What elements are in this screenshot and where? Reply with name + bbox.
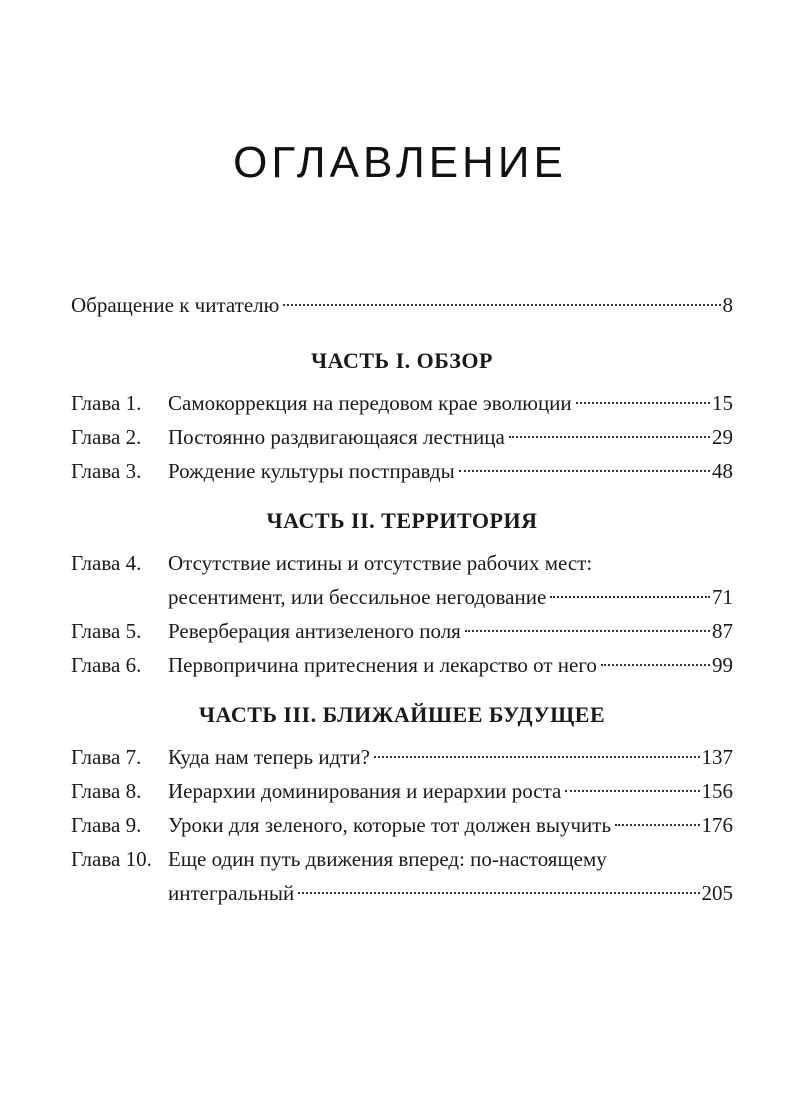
- chapter-title-line: [168, 580, 733, 614]
- chapter-label: Глава 4.: [71, 551, 142, 575]
- chapter-page-number: 15: [712, 391, 733, 415]
- chapter-title-text: Уроки для зеленого, которые тот должен выучить: [168, 813, 612, 837]
- chapter-label: Глава 7.: [71, 745, 142, 769]
- toc-intro-entry: [71, 288, 733, 322]
- toc-intro-page: 8: [722, 293, 733, 317]
- chapter-title-block: [168, 546, 733, 614]
- toc-chapter-entry: [71, 648, 733, 682]
- dot-leader: [615, 824, 699, 826]
- toc-chapter-entry: [71, 454, 733, 488]
- dot-leader: [550, 596, 710, 598]
- chapter-label: Глава 1.: [71, 391, 142, 415]
- chapter-page-number: 71: [712, 585, 733, 609]
- table-of-contents: [71, 288, 733, 910]
- dot-leader: [465, 630, 710, 632]
- chapter-page-number: 137: [701, 745, 733, 769]
- part-heading: ЧАСТЬ I. ОБЗОР: [311, 348, 493, 373]
- chapter-label: Глава 10.: [71, 847, 152, 871]
- toc-chapter-entry: [71, 386, 733, 420]
- chapter-label: Глава 3.: [71, 459, 142, 483]
- toc-chapter-entry: [71, 808, 733, 842]
- chapter-title-text: Самокоррекция на передовом крае эволюции: [168, 391, 572, 415]
- dot-leader: [509, 436, 710, 438]
- dot-leader: [283, 304, 720, 306]
- chapter-title-line: [168, 774, 733, 808]
- chapter-title-line: [168, 546, 733, 580]
- chapter-title-line: [168, 740, 733, 774]
- chapter-title-block: [168, 648, 733, 682]
- dot-leader: [576, 402, 710, 404]
- chapter-title-line: [168, 648, 733, 682]
- dot-leader: [565, 790, 699, 792]
- toc-chapter-entry: [71, 774, 733, 808]
- chapter-title-text: Постоянно раздвигающаяся лестница: [168, 425, 505, 449]
- toc-chapter-entry: [71, 614, 733, 648]
- dot-leader: [459, 470, 710, 472]
- chapter-label: Глава 9.: [71, 813, 142, 837]
- toc-chapter-entry: [71, 546, 733, 614]
- chapter-title-text: Первопричина притеснения и лекарство от него: [168, 653, 597, 677]
- dot-leader: [298, 892, 699, 894]
- chapter-title-line: [168, 842, 733, 876]
- chapter-title-text: Рождение культуры постправды: [168, 459, 455, 483]
- chapter-title-text: Реверберация антизеленого поля: [168, 619, 461, 643]
- toc-intro-title: Обращение к читателю: [71, 293, 280, 317]
- chapter-title-text: интегральный: [168, 881, 295, 905]
- chapter-title-block: [168, 420, 733, 454]
- page-title: ОГЛАВЛЕНИЕ: [233, 138, 567, 187]
- chapter-title-block: [168, 454, 733, 488]
- chapter-label: Глава 8.: [71, 779, 142, 803]
- chapter-page-number: 29: [712, 425, 733, 449]
- chapter-page-number: 99: [712, 653, 733, 677]
- toc-chapter-entry: [71, 420, 733, 454]
- chapter-title-text: Еще один путь движения вперед: по-настоящему: [168, 847, 607, 871]
- chapter-label: Глава 6.: [71, 653, 142, 677]
- chapter-title-block: [168, 386, 733, 420]
- chapter-page-number: 205: [701, 881, 733, 905]
- dot-leader: [601, 664, 710, 666]
- chapter-label: Глава 2.: [71, 425, 142, 449]
- chapter-title-block: [168, 808, 733, 842]
- chapter-page-number: 176: [701, 813, 733, 837]
- toc-parts: [71, 344, 733, 910]
- chapter-title-block: [168, 774, 733, 808]
- part-heading: ЧАСТЬ III. БЛИЖАЙШЕЕ БУДУЩЕЕ: [198, 702, 606, 727]
- toc-chapter-entry: [71, 842, 733, 910]
- chapter-page-number: 156: [701, 779, 733, 803]
- chapter-title-line: [168, 454, 733, 488]
- chapter-title-line: [168, 386, 733, 420]
- dot-leader: [374, 756, 699, 758]
- chapter-title-block: [168, 740, 733, 774]
- chapter-label: Глава 5.: [71, 619, 142, 643]
- chapter-title-line: [168, 876, 733, 910]
- toc-chapter-entry: [71, 740, 733, 774]
- chapter-title-line: [168, 420, 733, 454]
- chapter-title-block: [168, 614, 733, 648]
- chapter-title-line: [168, 614, 733, 648]
- chapter-page-number: 48: [712, 459, 733, 483]
- part-heading: ЧАСТЬ II. ТЕРРИТОРИЯ: [266, 508, 538, 533]
- chapter-title-text: Отсутствие истины и отсутствие рабочих мест:: [168, 551, 593, 575]
- chapter-title-block: [168, 842, 733, 910]
- chapter-title-text: ресентимент, или бессильное негодование: [168, 585, 547, 609]
- chapter-title-line: [168, 808, 733, 842]
- chapter-title-text: Куда нам теперь идти?: [168, 745, 371, 769]
- chapter-page-number: 87: [712, 619, 733, 643]
- chapter-title-text: Иерархии доминирования и иерархии роста: [168, 779, 562, 803]
